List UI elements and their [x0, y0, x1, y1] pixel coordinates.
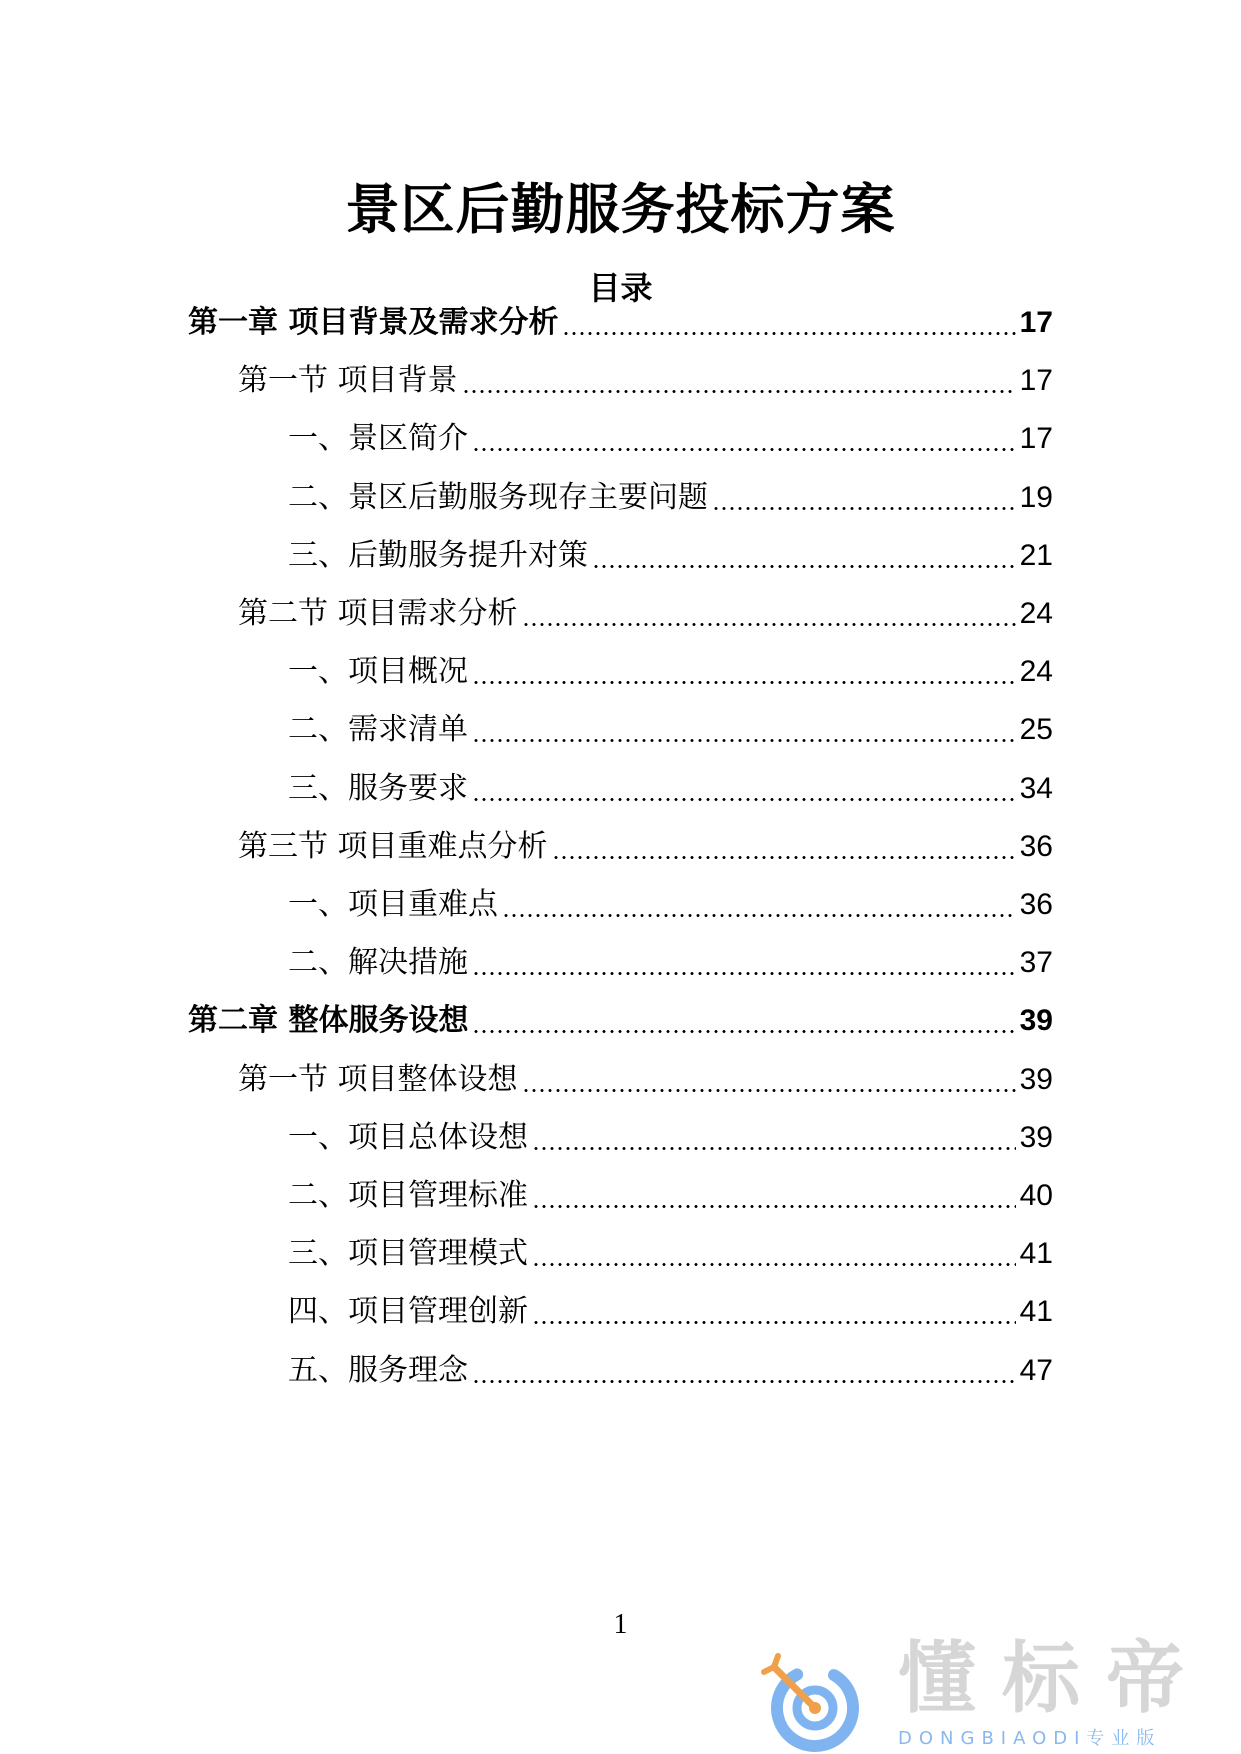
- toc-entry-page: 21: [1019, 538, 1053, 572]
- toc-dot-leader: [472, 448, 1016, 451]
- document-title: 景区后勤服务投标方案: [345, 178, 896, 241]
- toc-entry-page: 25: [1019, 713, 1053, 747]
- toc-entry-title: 二、项目管理标准: [288, 1178, 528, 1213]
- toc-dot-leader: [472, 1380, 1016, 1383]
- toc-entry: [288, 700, 1053, 750]
- toc-entry-page: 36: [1019, 829, 1053, 863]
- toc-entry-title: 二、景区后勤服务现存主要问题: [288, 479, 708, 515]
- toc-entry-title: 四、项目管理创新: [288, 1294, 528, 1330]
- toc-entry-page: 41: [1019, 1237, 1053, 1271]
- toc-entry: [188, 293, 1053, 343]
- toc-entry: [238, 351, 1053, 401]
- toc-entry-title: 二、需求清单: [288, 712, 468, 748]
- toc-entry: [288, 1108, 1053, 1158]
- toc-entry-title: 三、服务要求: [288, 770, 468, 806]
- page-number: 1: [613, 1609, 628, 1640]
- toc-entry: [288, 526, 1053, 576]
- toc-entry: [288, 875, 1053, 925]
- toc-entry-title: 一、项目概况: [288, 654, 468, 690]
- toc-entry-page: 39: [1019, 1120, 1053, 1154]
- toc-dot-leader: [712, 507, 1016, 510]
- toc-entry-page: 19: [1019, 480, 1053, 514]
- toc-entry-title: 一、项目总体设想: [288, 1119, 528, 1155]
- toc-dot-leader: [552, 856, 1016, 859]
- toc-entry-title: 第一章 项目背景及需求分析: [188, 305, 559, 340]
- toc-dot-leader: [522, 1089, 1016, 1092]
- toc-entry-title: 第三节 项目重难点分析: [238, 828, 548, 864]
- toc-dot-leader: [472, 972, 1016, 975]
- toc-entry-page: 39: [1019, 1004, 1053, 1038]
- toc-entry-title: 一、项目重难点: [288, 887, 498, 922]
- toc-entry-page: 24: [1019, 655, 1053, 689]
- toc-dot-leader: [532, 1205, 1016, 1208]
- watermark-subtitle: DONGBIAODI专业版: [898, 1728, 1162, 1749]
- toc-dot-leader: [472, 1030, 1015, 1033]
- toc-entry-page: 40: [1019, 1179, 1053, 1212]
- toc-entry: [238, 1050, 1053, 1100]
- toc-entry-page: 24: [1019, 597, 1053, 630]
- toc-entry-title: 二、解决措施: [288, 945, 468, 981]
- toc-entry-title: 五、服务理念: [288, 1352, 468, 1388]
- toc-entry-title: 一、景区简介: [288, 421, 468, 457]
- toc-entry: [288, 1341, 1053, 1391]
- toc-entry-page: 34: [1019, 771, 1053, 805]
- toc-dot-leader: [462, 390, 1016, 393]
- toc-entry: [288, 1282, 1053, 1332]
- toc-entry-page: 36: [1019, 888, 1053, 921]
- toc-dot-leader: [532, 1147, 1016, 1150]
- toc-dot-leader: [532, 1263, 1016, 1266]
- toc-entry-page: 39: [1019, 1062, 1053, 1096]
- toc-entry-page: 17: [1019, 306, 1053, 339]
- toc-entry: [288, 933, 1053, 983]
- toc-entry-page: 37: [1019, 946, 1053, 980]
- toc-entry-title: 第二章 整体服务设想: [188, 1003, 469, 1039]
- toc-entry-page: 17: [1019, 422, 1053, 456]
- toc-entry-page: 41: [1019, 1295, 1053, 1329]
- toc-dot-leader: [472, 798, 1016, 801]
- toc-entry-title: 第二节 项目需求分析: [238, 596, 518, 631]
- toc-entry: [238, 584, 1053, 634]
- toc-entry: [288, 1166, 1053, 1216]
- toc-entry-title: 三、后勤服务提升对策: [288, 537, 588, 573]
- toc-entry-page: 47: [1019, 1353, 1053, 1387]
- toc-dot-leader: [592, 565, 1016, 568]
- toc-entry: [288, 468, 1053, 518]
- toc-entry-title: 第一节 项目背景: [238, 363, 458, 399]
- toc-dot-leader: [472, 739, 1016, 742]
- toc-dot-leader: [502, 914, 1016, 917]
- toc-entry: [288, 642, 1053, 692]
- toc-entry: [188, 991, 1053, 1041]
- toc-entry: [288, 759, 1053, 809]
- toc-dot-leader: [532, 1321, 1016, 1324]
- toc-entry-title: 三、项目管理模式: [288, 1236, 528, 1272]
- target-arrow-icon: [740, 1632, 890, 1754]
- toc-entry: [288, 409, 1053, 459]
- toc-entry: [288, 1224, 1053, 1274]
- toc-dot-leader: [562, 332, 1015, 335]
- toc-dot-leader: [472, 681, 1016, 684]
- watermark: [740, 1632, 1241, 1754]
- toc-entry-title: 第一节 项目整体设想: [238, 1061, 518, 1097]
- watermark-brand-name: 懂标帝: [898, 1634, 1211, 1724]
- toc-heading: 目录: [588, 269, 653, 307]
- toc-entry-page: 17: [1019, 364, 1053, 398]
- toc-entry: [238, 817, 1053, 867]
- toc-dot-leader: [522, 623, 1016, 626]
